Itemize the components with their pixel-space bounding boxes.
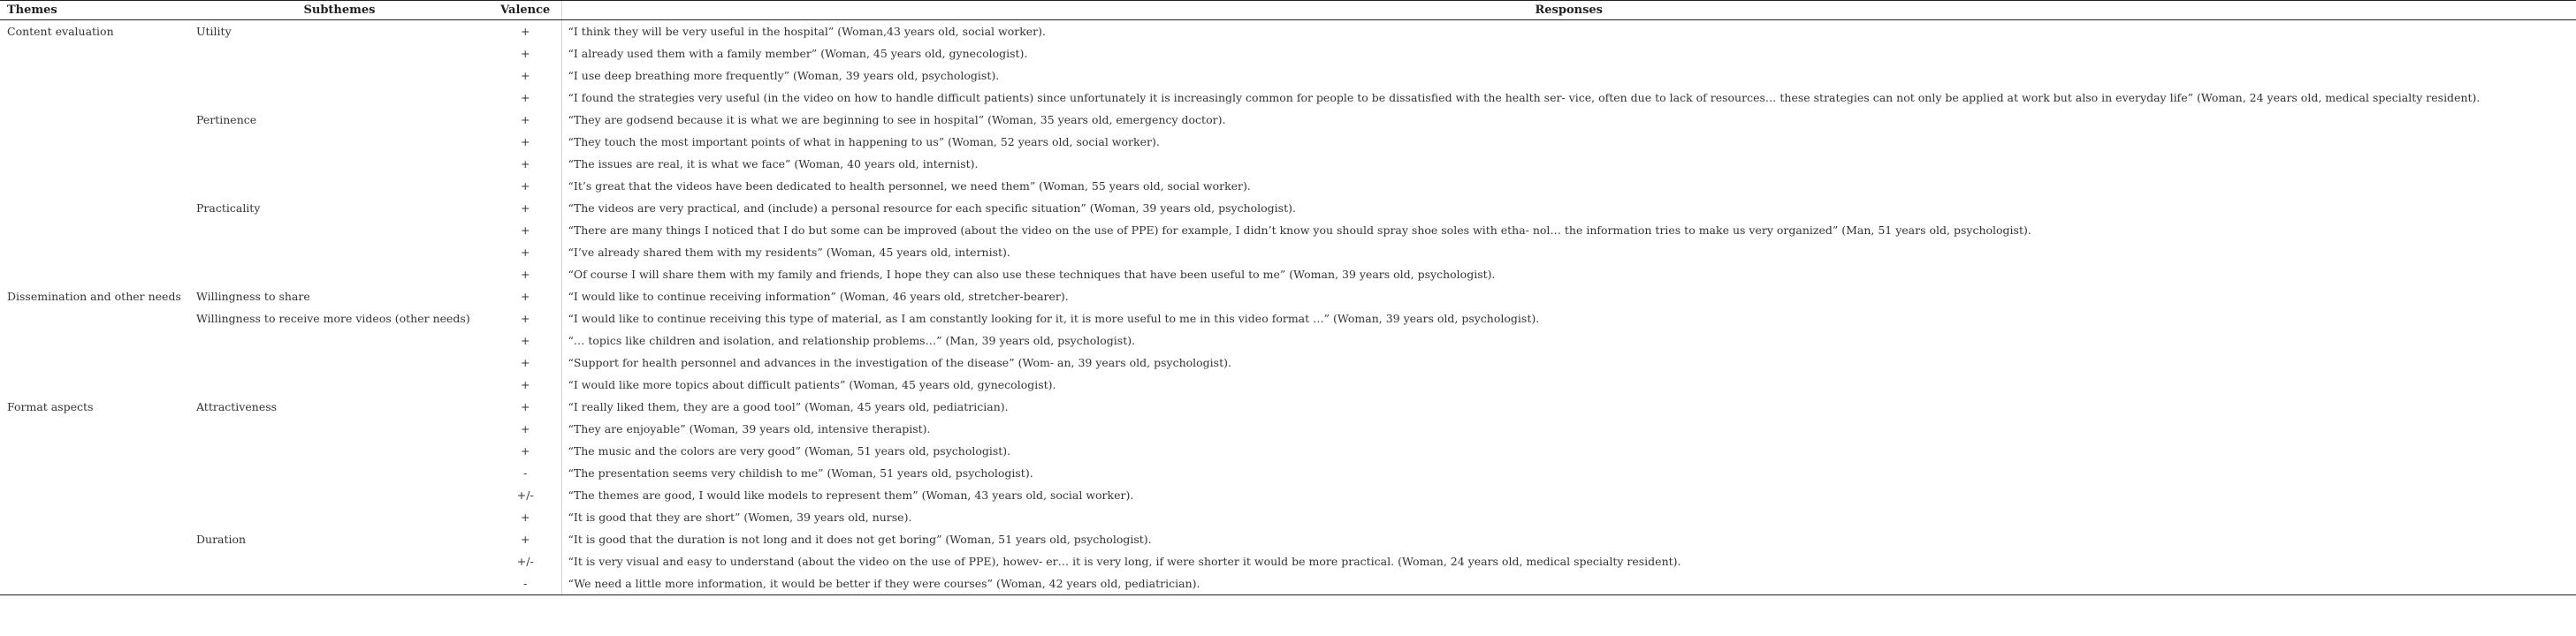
subtheme-cell: Willingness to receive more videos (other needs)	[196, 311, 470, 325]
subtheme-cell	[189, 550, 490, 572]
header-row	[0, 1, 2576, 20]
response-cell: “I really liked them, they are a good tool” (Woman, 45 years old, pediatrician).	[561, 396, 2576, 418]
table-row	[0, 109, 2576, 131]
subtheme-cell	[189, 506, 490, 528]
table-row	[0, 131, 2576, 153]
theme-cell	[0, 64, 189, 87]
valence-cell: -	[490, 572, 561, 595]
theme-cell	[0, 374, 189, 396]
subtheme-cell	[189, 87, 490, 109]
response-cell: “I would like more topics about difficult patients” (Woman, 45 years old, gynecologist).	[561, 374, 2576, 396]
response-cell: “I use deep breathing more frequently” (Woman, 39 years old, psychologist).	[561, 64, 2576, 87]
subtheme-cell	[189, 462, 490, 484]
valence-cell: +	[521, 223, 530, 237]
table-row	[0, 153, 2576, 175]
table-row	[0, 528, 2576, 550]
valence-cell: +	[521, 421, 530, 435]
theme-cell	[0, 307, 189, 329]
valence-cell: +	[521, 399, 530, 413]
response-cell: “I already used them with a family member” (Woman, 45 years old, gynecologist).	[561, 42, 2576, 64]
valence-cell: +	[521, 112, 530, 126]
subtheme-cell	[189, 219, 490, 241]
theme-cell	[0, 153, 189, 175]
theme-cell	[0, 528, 189, 550]
header-themes: Themes	[0, 1, 189, 20]
theme-cell	[0, 550, 189, 572]
table-header	[0, 1, 2576, 20]
valence-cell: +	[521, 201, 530, 215]
subtheme-cell: Practicality	[196, 201, 261, 215]
response-cell: “I would like to continue receiving information” (Woman, 46 years old, stretcher-bearer).	[561, 285, 2576, 307]
theme-cell	[0, 109, 189, 131]
response-cell: “Support for health personnel and advances in the investigation of the disease” (Wom- an, 39 years old, psychologist).	[561, 352, 2576, 374]
theme-cell	[0, 131, 189, 153]
theme-cell	[0, 462, 189, 484]
response-cell: “I would like to continue receiving this type of material, as I am constantly looking for it, it is more useful to me in this video format …” (Woman, 39 years old, psychologist).	[561, 307, 2576, 329]
table-row	[0, 329, 2576, 352]
table-row	[0, 418, 2576, 440]
table-row	[0, 175, 2576, 197]
response-cell: “The issues are real, it is what we face” (Woman, 40 years old, internist).	[561, 153, 2576, 175]
valence-cell: +	[521, 532, 530, 546]
subtheme-cell	[189, 418, 490, 440]
subtheme-cell	[189, 241, 490, 263]
response-cell: “I’ve already shared them with my residents” (Woman, 45 years old, internist).	[561, 241, 2576, 263]
valence-cell: +	[521, 510, 530, 524]
response-cell: “The videos are very practical, and (include) a personal resource for each specific situation” (Woman, 39 years old, psychologist).	[561, 197, 2576, 219]
subtheme-cell	[189, 572, 490, 595]
theme-cell	[0, 175, 189, 197]
valence-cell: +	[521, 289, 530, 303]
theme-cell	[0, 263, 189, 285]
table-row	[0, 64, 2576, 87]
theme-cell	[0, 506, 189, 528]
table-row	[0, 374, 2576, 396]
valence-cell: +	[521, 333, 530, 347]
valence-cell: +	[521, 90, 530, 104]
table-row	[0, 506, 2576, 528]
response-cell: “I found the strategies very useful (in the video on how to handle difficult patients) since unfortunately it is increasingly common for people to be dissatisfied with the health ser- vice, often due to lack of resources… these strategies can not only be applied at work but also in everyday life” (Woman, 24 years old, medical specialty resident).	[561, 87, 2576, 109]
valence-cell: +	[521, 156, 530, 170]
subtheme-cell	[189, 329, 490, 352]
table-row	[0, 352, 2576, 374]
table-row	[0, 285, 2576, 307]
response-cell: “I think they will be very useful in the hospital” (Woman,43 years old, social worker).	[561, 20, 2576, 43]
table-row	[0, 484, 2576, 506]
valence-cell: +	[521, 267, 530, 281]
table-row	[0, 307, 2576, 329]
table-row	[0, 241, 2576, 263]
valence-cell: +	[521, 245, 530, 259]
valence-cell: +	[521, 68, 530, 82]
header-responses: Responses	[561, 1, 2576, 20]
theme-cell	[0, 197, 189, 219]
theme-cell: Format aspects	[7, 399, 94, 413]
table-row	[0, 219, 2576, 241]
subtheme-cell	[189, 64, 490, 87]
response-cell: “They are godsend because it is what we are beginning to see in hospital” (Woman, 35 years old, emergency doctor).	[561, 109, 2576, 131]
theme-cell	[0, 329, 189, 352]
table-row	[0, 20, 2576, 43]
valence-cell: +	[521, 134, 530, 148]
subtheme-cell	[189, 131, 490, 153]
valence-cell: +	[521, 311, 530, 325]
valence-cell: +	[521, 24, 530, 38]
valence-cell: +/-	[516, 554, 534, 568]
response-cell: “It is good that they are short” (Women, 39 years old, nurse).	[561, 506, 2576, 528]
subtheme-cell	[189, 42, 490, 64]
response-cell: “It is very visual and easy to understand (about the video on the use of PPE), howev- er… it is very long, if were shorter it would be more practical. (Woman, 24 years old, medical specialty resident).	[561, 550, 2576, 572]
subtheme-cell: Utility	[196, 24, 232, 38]
valence-cell: +	[521, 377, 530, 391]
table-row	[0, 440, 2576, 462]
subtheme-cell	[189, 484, 490, 506]
response-cell: “We need a little more information, it would be better if they were courses” (Woman, 42 years old, pediatrician).	[561, 572, 2576, 595]
theme-cell	[0, 484, 189, 506]
response-cell: “It is good that the duration is not long and it does not get boring” (Woman, 51 years old, psychologist).	[561, 528, 2576, 550]
subtheme-cell: Willingness to share	[196, 289, 310, 303]
theme-cell	[0, 241, 189, 263]
response-cell: “Of course I will share them with my family and friends, I hope they can also use these techniques that have been useful to me” (Woman, 39 years old, psychologist).	[561, 263, 2576, 285]
theme-cell	[0, 87, 189, 109]
header-valence: Valence	[490, 1, 561, 20]
theme-cell: Content evaluation	[7, 24, 114, 38]
table-body	[0, 20, 2576, 595]
valence-cell: +/-	[516, 488, 534, 502]
subtheme-cell	[189, 352, 490, 374]
response-cell: “The music and the colors are very good” (Woman, 51 years old, psychologist).	[561, 440, 2576, 462]
table-row	[0, 42, 2576, 64]
table-row	[0, 572, 2576, 595]
theme-cell	[0, 418, 189, 440]
subtheme-cell	[189, 374, 490, 396]
table-row	[0, 396, 2576, 418]
table-row	[0, 197, 2576, 219]
table-row	[0, 87, 2576, 109]
valence-cell: +	[521, 355, 530, 369]
response-cell: “The themes are good, I would like models to represent them” (Woman, 43 years old, social worker).	[561, 484, 2576, 506]
subtheme-cell: Pertinence	[196, 112, 257, 126]
theme-cell	[0, 219, 189, 241]
theme-cell: Dissemination and other needs	[7, 289, 181, 303]
response-cell: “They touch the most important points of what in happening to us” (Woman, 52 years old, social worker).	[561, 131, 2576, 153]
header-subthemes: Subthemes	[189, 1, 490, 20]
valence-cell: +	[521, 178, 530, 193]
valence-cell: -	[523, 466, 528, 480]
response-cell: “They are enjoyable” (Woman, 39 years old, intensive therapist).	[561, 418, 2576, 440]
table-row	[0, 263, 2576, 285]
subtheme-cell	[189, 153, 490, 175]
theme-cell	[0, 352, 189, 374]
theme-cell	[0, 572, 189, 595]
subtheme-cell	[189, 175, 490, 197]
table-row	[0, 550, 2576, 572]
response-cell: “The presentation seems very childish to me” (Woman, 51 years old, psychologist).	[561, 462, 2576, 484]
response-cell: “There are many things I noticed that I do but some can be improved (about the video on the use of PPE) for example, I didn’t know you should spray shoe soles with etha- nol… the information tries to make us very organized” (Man, 51 years old, psychologist).	[561, 219, 2576, 241]
theme-cell	[0, 440, 189, 462]
response-cell: “… topics like children and isolation, and relationship problems…” (Man, 39 years old, psychologist).	[561, 329, 2576, 352]
theme-cell	[0, 42, 189, 64]
response-cell: “It’s great that the videos have been dedicated to health personnel, we need them” (Woman, 55 years old, social worker).	[561, 175, 2576, 197]
subtheme-cell	[189, 440, 490, 462]
valence-cell: +	[521, 46, 530, 60]
subtheme-cell	[189, 263, 490, 285]
subtheme-cell: Attractiveness	[196, 399, 278, 413]
table-row	[0, 462, 2576, 484]
subtheme-cell: Duration	[196, 532, 247, 546]
valence-cell: +	[521, 443, 530, 458]
